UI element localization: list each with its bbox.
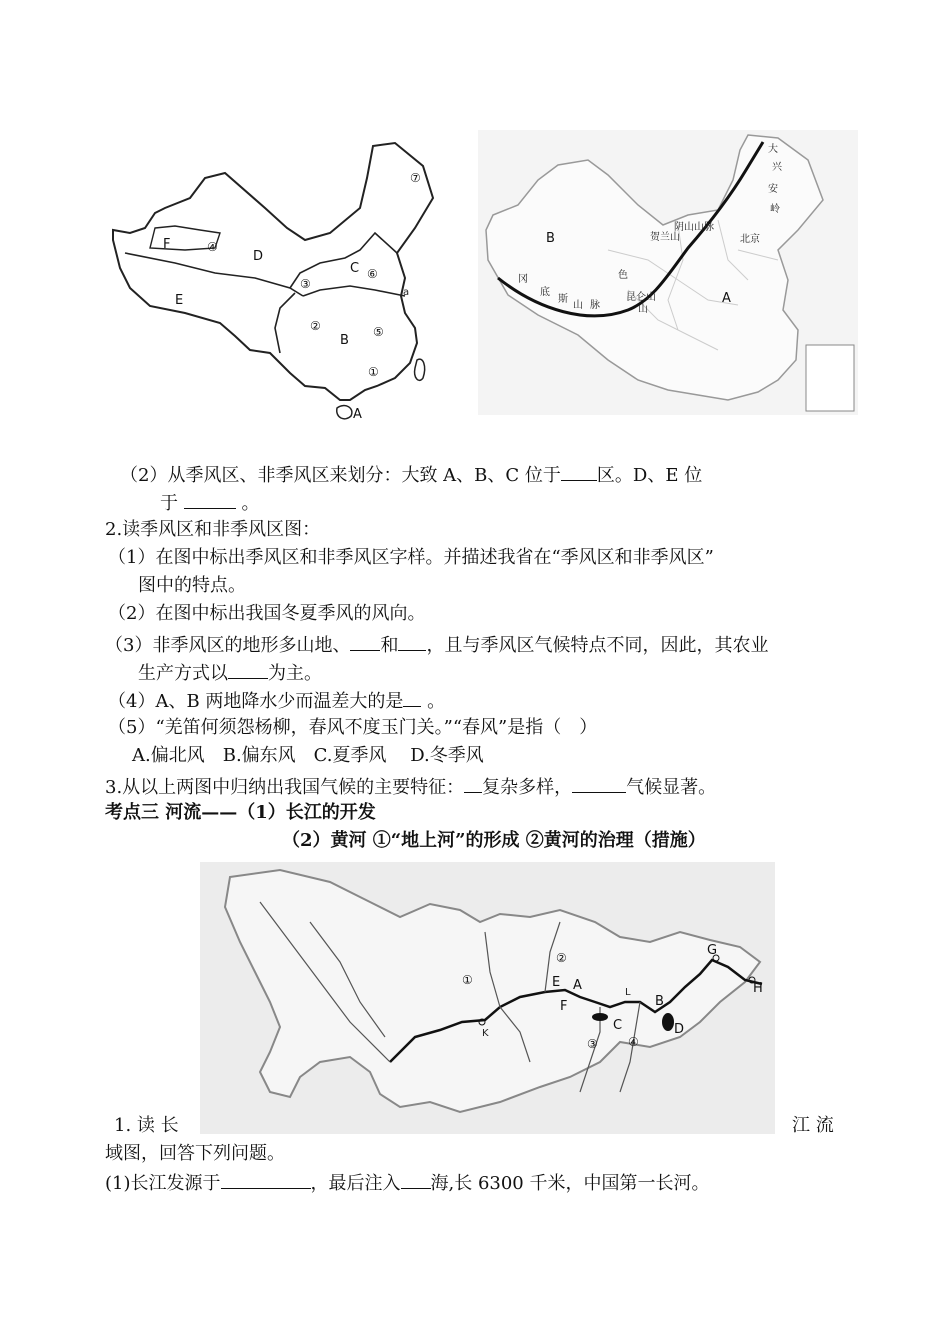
- poyang-lake: [662, 1013, 674, 1031]
- marker-2: ②: [556, 951, 567, 965]
- region-a-label: A: [353, 407, 362, 422]
- mountain-char-1: 大: [768, 144, 778, 155]
- marker-1: ①: [368, 365, 379, 379]
- blank-answer[interactable]: [221, 1170, 311, 1189]
- mountain-char-4: 岭: [770, 204, 780, 215]
- section-2-title: 2.读季风区和非季风区图：: [105, 519, 321, 540]
- s2-q3-line1: （3）非季风区的地形多山地、 和 ，且与季风区气候特点不同，因此，其农业: [105, 632, 768, 658]
- q2-2-line2: 于 。: [160, 490, 259, 516]
- s2-q1-line1: （1）在图中标出季风区和非季风区字样。并描述我省在“季风区和非季风区”: [108, 547, 714, 568]
- region-c-label: C: [350, 261, 360, 276]
- region-d-label: D: [253, 249, 264, 264]
- label-b: B: [655, 994, 664, 1009]
- section-3-line: 3.从以上两图中归纳出我国气候的主要特征： 复杂多样， 气候显著。: [105, 774, 716, 800]
- s2-q2: （2）在图中标出我国冬夏季风的风向。: [108, 603, 426, 624]
- yinshan-label: 阴山山脉: [674, 222, 714, 233]
- se-char: 色: [618, 270, 628, 281]
- region-a-label: A: [722, 291, 731, 306]
- q1-line2: 域图，回答下列问题。: [105, 1143, 285, 1164]
- china-outline: [113, 143, 433, 400]
- south-sea-inset: [806, 345, 854, 411]
- q1-line1-left: 1. 读 长: [114, 1115, 179, 1136]
- mountain-char-2: 兴: [772, 162, 782, 173]
- blank-answer[interactable]: [401, 1170, 431, 1189]
- taiwan-island: [415, 359, 425, 380]
- s2-q5: （5）“羌笛何须怨杨柳，春风不度玉门关。”“春风”是指（ ）: [108, 717, 598, 738]
- marker-2: ②: [310, 319, 321, 333]
- blank-answer[interactable]: [403, 688, 421, 707]
- kunlun-label: 昆仑山: [626, 292, 656, 303]
- label-c: C: [613, 1018, 623, 1033]
- region-f-label: F: [163, 237, 171, 252]
- gangdise-char-5: 脉: [590, 300, 600, 311]
- q1-line1-right: 江 流: [792, 1115, 834, 1136]
- beijing-label: 北京: [740, 234, 760, 245]
- kaodian-3-heading: 考点三 河流——（1）长江的开发: [105, 802, 376, 823]
- label-d: D: [674, 1022, 685, 1037]
- label-h: H: [753, 981, 763, 996]
- gangdise-char-1: 冈: [518, 274, 528, 285]
- helanshan-label: 贺兰山: [650, 232, 680, 243]
- marker-1: ①: [462, 973, 473, 987]
- marker-4: ④: [628, 1035, 639, 1049]
- hainan-island: [337, 406, 352, 419]
- s2-q1-line2: 图中的特点。: [138, 575, 246, 596]
- blank-answer[interactable]: [464, 774, 482, 793]
- gangdise-char-3: 斯: [558, 294, 568, 305]
- q2-2-line1: （2）从季风区、非季风区来划分：大致 A、B、C 位于 区。D、E 位: [120, 462, 702, 488]
- marker-7: ⑦: [410, 171, 421, 185]
- region-border-b: [303, 286, 405, 296]
- shan-char: 山: [638, 304, 648, 315]
- climate-region-map: [105, 138, 440, 438]
- label-g: G: [707, 943, 718, 958]
- blank-answer[interactable]: [398, 632, 426, 651]
- region-border-e: [275, 293, 295, 353]
- gangdise-char-4: 山: [573, 300, 583, 311]
- blank-answer[interactable]: [572, 774, 626, 793]
- marker-5: ⑤: [373, 325, 384, 339]
- region-b-label: B: [340, 333, 349, 348]
- yangtze-basin-map: [200, 862, 775, 1134]
- point-a-label: a: [403, 287, 410, 298]
- blank-answer[interactable]: [228, 660, 268, 679]
- s2-q3-line2: 生产方式以 为主。: [138, 660, 322, 686]
- blank-answer[interactable]: [184, 490, 236, 509]
- label-a: A: [573, 978, 582, 993]
- label-l: L: [625, 987, 631, 998]
- blank-answer[interactable]: [350, 632, 380, 651]
- marker-6: ⑥: [367, 267, 378, 281]
- region-e-label: E: [175, 293, 184, 308]
- kaodian-3-subheading: （2）黄河 ①“地上河”的形成 ②黄河的治理（措施）: [282, 830, 706, 851]
- marker-3: ③: [300, 277, 311, 291]
- label-k: K: [482, 1028, 489, 1039]
- mountain-char-3: 安: [768, 184, 778, 195]
- dongting-lake: [592, 1013, 608, 1021]
- marker-4: ④: [207, 240, 218, 254]
- label-f: F: [560, 999, 568, 1014]
- gangdise-char-2: 底: [540, 287, 550, 298]
- blank-answer[interactable]: [561, 462, 597, 481]
- marker-3: ③: [587, 1037, 598, 1051]
- monsoon-boundary-map: [478, 130, 858, 415]
- region-b-label: B: [546, 231, 555, 246]
- s2-q4: （4）A、B 两地降水少而温差大的是 。: [108, 688, 445, 714]
- q1-1-line: (1)长江发源于 ，最后注入 海,长 6300 千米，中国第一长河。: [105, 1170, 709, 1196]
- s2-q5-options: A.偏北风 B.偏东风 C.夏季风 D.冬季风: [132, 745, 484, 766]
- label-e: E: [552, 975, 561, 990]
- region-border-d: [125, 253, 303, 296]
